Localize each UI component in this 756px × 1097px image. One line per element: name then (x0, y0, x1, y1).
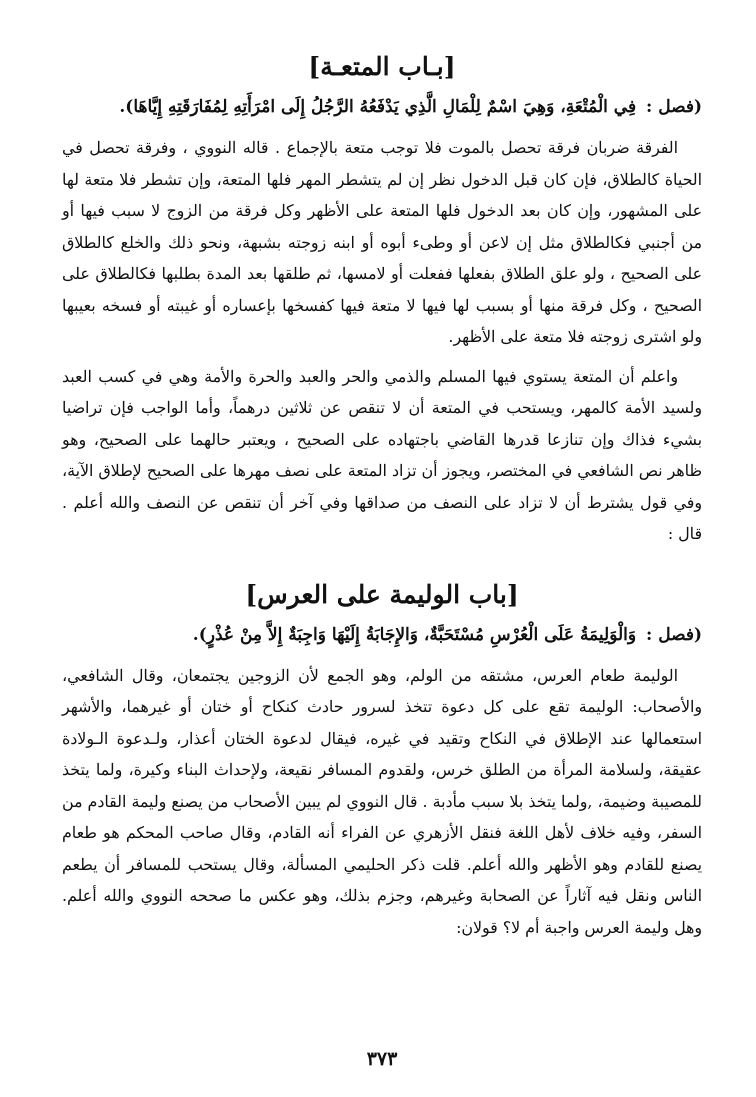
paragraph-mutah-2: واعلم أن المتعة يستوي فيها المسلم والذمي والحر والعبد والحرة والأمة وهي في كسب العبد ولسيد الأمة كالمهر، ويستحب في المتعة أن لا تنقص عن ثلاثين درهماً، وأما الواجب فإن تراضيا بشيء فذاك وإن تنازعا قدرها القاضي باجتهاده على الصحيح ، ويعتبر حالهما على الصحيح، وهو ظاهر نص الشافعي في المختصر، ويجوز أن تزاد المتعة على نصف مهرها على الصحيح لإطلاق الآية، وفي قول يشترط أن لا تزاد على النصف من صداقها وفي آخر أن تنقص عن النصف والله أعلم . قال : (62, 366, 702, 543)
fasl-label: (فصل : (646, 97, 702, 117)
book-page (62, 48, 702, 1078)
chapter-title-mutah: [بـاب المتعـة] (308, 52, 456, 81)
fasl-heading-mutah (62, 92, 702, 122)
page-number: ٣٧٣ (366, 1048, 398, 1070)
paragraph-mutah-1: الفرقة ضربان فرقة تحصل بالموت فلا توجب متعة بالإجماع . قاله النووي ، وفرقة تحصل في الحياة كالطلاق، فإن كان قبل الدخول نظر إن لم يتشطر المهر فلها المتعة، وإن تشطر فلا متعة لها على المشهور، وإن كان بعد الدخول فلها المتعة على الأظهر وكل فرقة من الزوج لا سبب فيها أو من أجنبي فكالطلاق مثل إن لاعن أو وطىء أبوه أو ابنه زوجته بشبهة، ونحو ذلك والخلع كالطلاق على الصحيح ، ولو علق الطلاق بفعلها ففعلت أو لامسها، ثم طلقها بعد المدة بطلبها فكالطلاق على الصحيح ، وكل فرقة منها أو بسبب لها فيها لا متعة فيها كفسخها بإعساره أو غيبته أو فسخه بعيبها ولو اشترى زوجته فلا متعة على الأظهر. (62, 138, 702, 346)
fasl-text: وَالْوَلِيمَةُ عَلَى الْعُرْسِ مُسْتَحَبَّةٌ، وَالإِجَابَةُ إِلَيْهَا وَاجِبَةٌ إِلاَّ مِنْ عُذْرٍ). (192, 624, 637, 645)
fasl-heading-walima (62, 620, 702, 650)
fasl-label: (فصل : (646, 624, 702, 645)
section-spacer (62, 558, 702, 576)
chapter-title-walima: [باب الوليمة على العرس] (245, 579, 519, 609)
paragraph-walima-1: الوليمة طعام العرس، مشتقه من الولم، وهو الجمع لأن الزوجين يجتمعان، وقال الشافعي، والأصحاب: الوليمة تقع على كل دعوة تتخذ لسرور حادث كنكاح أو ختان أو غيرهما، والأشهر استعمالها عند الإطلاق في النكاح وتقيد في غيره، فيقال لدعوة الختان أعذار، ولـدعوة الـولادة عقيقة، ولسلامة المرأة من الطلق خرس، ولقدوم المسافر نقيعة، ولإحداث البناء وكيرة، ولما يتخذ للمصيبة وضيمة، ,ولما يتخذ بلا سبب مأدبة . قال النووي لم يبين الأصحاب من يصنع وليمة القادم من السفر، وفيه خلاف لأهل اللغة فنقل الأزهري عن الفراء أنه القادم، وقال صاحب المحكم هو طعام يصنع للقادم وهو الأظهر والله أعلم. قلت ذكر الحليمي المسألة، وقال يستحب للمسافر أن يطعم الناس ونقل فيه آثاراً عن الصحابة وغيرهم، وجزم بذلك، وهو عكس ما صححه النووي والله أعلم. وهل وليمة العرس واجبة أم لا؟ قولان: (62, 665, 702, 937)
fasl-text: فِي الْمُتْعَةِ، وَهِيَ اسْمٌ لِلْمَالِ الَّذِي يَدْفَعُهُ الرَّجُلُ إِلَى امْرَأَتِهِ لِمُفَارَقَتِهِ إِيَّاهَا). (119, 97, 637, 117)
